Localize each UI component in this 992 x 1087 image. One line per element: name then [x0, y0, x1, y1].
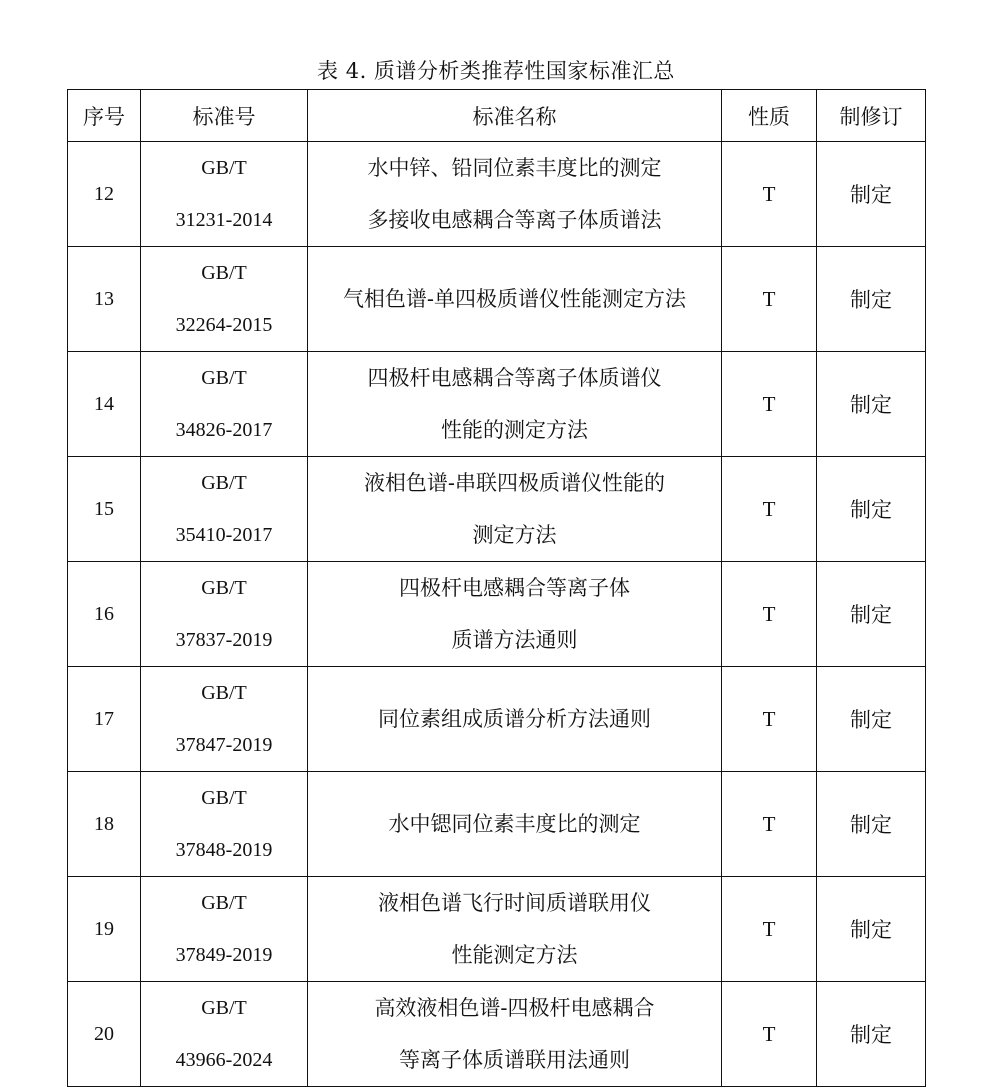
standard-name-cell [308, 352, 722, 457]
table-row [68, 772, 926, 877]
code-prefix: GB/T [201, 682, 247, 704]
name-line-1: 高效液相色谱-四极杆电感耦合 [374, 996, 655, 1020]
header-revision: 制修订 [817, 90, 926, 142]
standard-name-cell [308, 142, 722, 247]
code-number: 37847-2019 [175, 734, 273, 756]
name-line-1: 气相色谱-单四极质谱仪性能测定方法 [342, 287, 687, 311]
table-row [68, 982, 926, 1087]
header-row [68, 90, 926, 142]
name-line-1: 水中锌、铅同位素丰度比的测定 [367, 156, 662, 180]
nature-cell: T [722, 457, 817, 562]
table-row [68, 667, 926, 772]
standard-name-cell [308, 562, 722, 667]
table-row [68, 142, 926, 247]
name-line-1: 液相色谱飞行时间质谱联用仪 [378, 891, 651, 915]
name-line-2: 性能的测定方法 [441, 418, 588, 442]
code-number: 35410-2017 [175, 524, 273, 546]
standard-name-cell [308, 982, 722, 1087]
table-row [68, 562, 926, 667]
revision-cell: 制定 [817, 772, 926, 877]
standard-name-cell [308, 772, 722, 877]
standard-code-cell [141, 877, 308, 982]
seq-cell: 17 [68, 667, 141, 772]
standard-code-cell [141, 142, 308, 247]
revision-cell: 制定 [817, 667, 926, 772]
header-code: 标准号 [141, 90, 308, 142]
table-body [68, 142, 926, 1087]
standard-code-cell [141, 352, 308, 457]
code-prefix: GB/T [201, 157, 247, 179]
code-number: 31231-2014 [175, 209, 273, 231]
code-prefix: GB/T [201, 472, 247, 494]
table-row [68, 352, 926, 457]
name-line-1: 同位素组成质谱分析方法通则 [378, 707, 651, 731]
table-row [68, 247, 926, 352]
code-number: 34826-2017 [175, 419, 273, 441]
standard-code-cell [141, 982, 308, 1087]
code-prefix: GB/T [201, 367, 247, 389]
standard-code-cell [141, 457, 308, 562]
header-seq: 序号 [68, 90, 141, 142]
revision-cell: 制定 [817, 877, 926, 982]
name-line-1: 液相色谱-串联四极质谱仪性能的 [363, 471, 666, 495]
name-line-2: 等离子体质谱联用法通则 [399, 1048, 630, 1072]
nature-cell: T [722, 667, 817, 772]
nature-cell: T [722, 772, 817, 877]
seq-cell: 15 [68, 457, 141, 562]
seq-cell: 19 [68, 877, 141, 982]
revision-cell: 制定 [817, 982, 926, 1087]
code-prefix: GB/T [201, 577, 247, 599]
seq-cell: 18 [68, 772, 141, 877]
nature-cell: T [722, 982, 817, 1087]
seq-cell: 16 [68, 562, 141, 667]
name-line-2: 质谱方法通则 [451, 628, 578, 652]
name-line-2: 多接收电感耦合等离子体质谱法 [367, 208, 662, 232]
standards-table [67, 89, 926, 1087]
code-prefix: GB/T [201, 787, 247, 809]
nature-cell: T [722, 562, 817, 667]
name-line-1: 四极杆电感耦合等离子体质谱仪 [367, 366, 662, 390]
revision-cell: 制定 [817, 562, 926, 667]
name-line-2: 性能测定方法 [451, 943, 578, 967]
standard-name-cell [308, 247, 722, 352]
name-line-1: 水中锶同位素丰度比的测定 [388, 812, 641, 836]
revision-cell: 制定 [817, 247, 926, 352]
seq-cell: 13 [68, 247, 141, 352]
nature-cell: T [722, 352, 817, 457]
code-prefix: GB/T [201, 997, 247, 1019]
revision-cell: 制定 [817, 142, 926, 247]
name-line-1: 四极杆电感耦合等离子体 [399, 576, 630, 600]
table-row [68, 457, 926, 562]
code-number: 32264-2015 [175, 314, 273, 336]
header-name: 标准名称 [308, 90, 722, 142]
code-number: 43966-2024 [175, 1049, 273, 1071]
table-row [68, 877, 926, 982]
code-prefix: GB/T [201, 262, 247, 284]
standard-name-cell [308, 667, 722, 772]
nature-cell: T [722, 142, 817, 247]
code-number: 37837-2019 [175, 629, 273, 651]
standard-name-cell [308, 877, 722, 982]
revision-cell: 制定 [817, 352, 926, 457]
table-caption: 表 4. 质谱分析类推荐性国家标准汇总 [317, 59, 675, 83]
seq-cell: 12 [68, 142, 141, 247]
header-nature: 性质 [722, 90, 817, 142]
seq-cell: 20 [68, 982, 141, 1087]
nature-cell: T [722, 877, 817, 982]
seq-cell: 14 [68, 352, 141, 457]
standard-code-cell [141, 772, 308, 877]
code-number: 37848-2019 [175, 839, 273, 861]
code-prefix: GB/T [201, 892, 247, 914]
standard-code-cell [141, 247, 308, 352]
standard-name-cell [308, 457, 722, 562]
code-number: 37849-2019 [175, 944, 273, 966]
revision-cell: 制定 [817, 457, 926, 562]
name-line-2: 测定方法 [472, 523, 557, 547]
standard-code-cell [141, 562, 308, 667]
standard-code-cell [141, 667, 308, 772]
nature-cell: T [722, 247, 817, 352]
